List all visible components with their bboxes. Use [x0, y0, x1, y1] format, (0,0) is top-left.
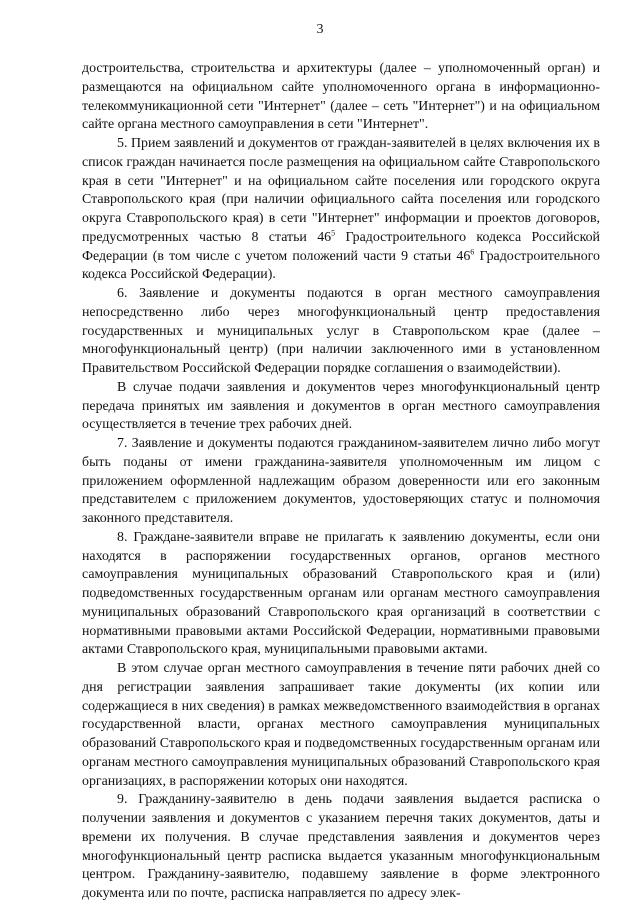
paragraph-item-5: [82, 135, 600, 285]
superscript-5: 5: [331, 228, 336, 238]
paragraph-item-9: 9. Гражданину-заявителю в день подачи заявления выдается расписка о получении заявления и документов с указанием перечня таких документов, даты и времени их получения. В случае представления заявления и документов через многофункциональный центр расписка выдается указанным многофункциональным центром. Гражданину-заявителю, подавшему заявление в форме электронного документа или по почте, расписка направляется по адресу элек-: [82, 792, 600, 901]
page-number: 3: [316, 22, 324, 37]
superscript-6: 6: [470, 246, 475, 256]
paragraph-item-7: 7. Заявление и документы подаются гражданином-заявителем лично либо могут быть поданы от имени гражданина-заявителя уполномоченным им лицом с приложением оформленной надлежащим образом доверенности или его законным представителем с приложением документов, удостоверяющих статус и полномочия законного представителя.: [82, 436, 600, 526]
paragraph-continuation: достроительства, строительства и архитектуры (далее – уполномоченный орган) и размещаются на официальном сайте уполномоченного органа в информационно-телекоммуникационной сети "Интернет" (далее – сеть "Интернет") и на официальном сайте органа местного самоуправления в сети "Интернет".: [82, 61, 600, 133]
paragraph-mfc-transfer: В случае подачи заявления и документов через многофункциональный центр передача принятых им заявления и документов в орган местного самоуправления осуществляется в течение трех рабочих дней.: [82, 379, 600, 433]
paragraph-item-5-text-start: 5. Прием заявлений и документов от граждан-заявителей в целях включения их в список граждан начинается после размещения на официальном сайте Ставропольского края в сети "Интернет" и на официальном сайте поселения или городского округа Ставропольского края (при наличии официального сайта поселения или городского округа Ставропольского края) в сети "Интернет" информации и проектов договоров, предусмотренных частью 8 статьи 46: [82, 136, 600, 245]
paragraph-item-5-text-middle: Градостроительного кодекса Российской Федерации (в том числе с учетом положений части 9 статьи 46: [82, 229, 600, 264]
paragraph-item-6: 6. Заявление и документы подаются в орган местного самоуправления непосредственно либо через многофункциональный центр предоставления государственных и муниципальных услуг в Ставропольском крае (далее – многофункциональный центр) (при наличии заключенного ими в установленном Правительством Российской Федерации порядке соглашения о взаимодействии).: [82, 286, 600, 376]
document-body: [82, 60, 600, 904]
paragraph-item-8: 8. Граждане-заявители вправе не прилагать к заявлению документы, если они находятся в распоряжении государственных органов, органов местного самоуправления муниципальных образований Ставропольского края и (или) подведомственных государственным органам или органам местного самоуправления муниципальных образований Ставропольского края организаций в соответствии с нормативными правовыми актами Российской Федерации, нормативными правовыми актами Ставропольского края, муниципальными правовыми актами.: [82, 529, 600, 658]
paragraph-item-5-text-end: Градостроительного кодекса Российской Федерации).: [82, 248, 600, 283]
paragraph-interagency-request: В этом случае орган местного самоуправления в течение пяти рабочих дней со дня регистрации заявления запрашивает такие документы (их копии или содержащиеся в них сведения) в рамках межведомственного взаимодействия в органах государственной власти, органах местного самоуправления муниципальных образований Ставропольского края и подведомственных государственным органам или органам местного самоуправления муниципальных образований Ставропольского края организациях, в распоряжении которых они находятся.: [82, 661, 600, 789]
